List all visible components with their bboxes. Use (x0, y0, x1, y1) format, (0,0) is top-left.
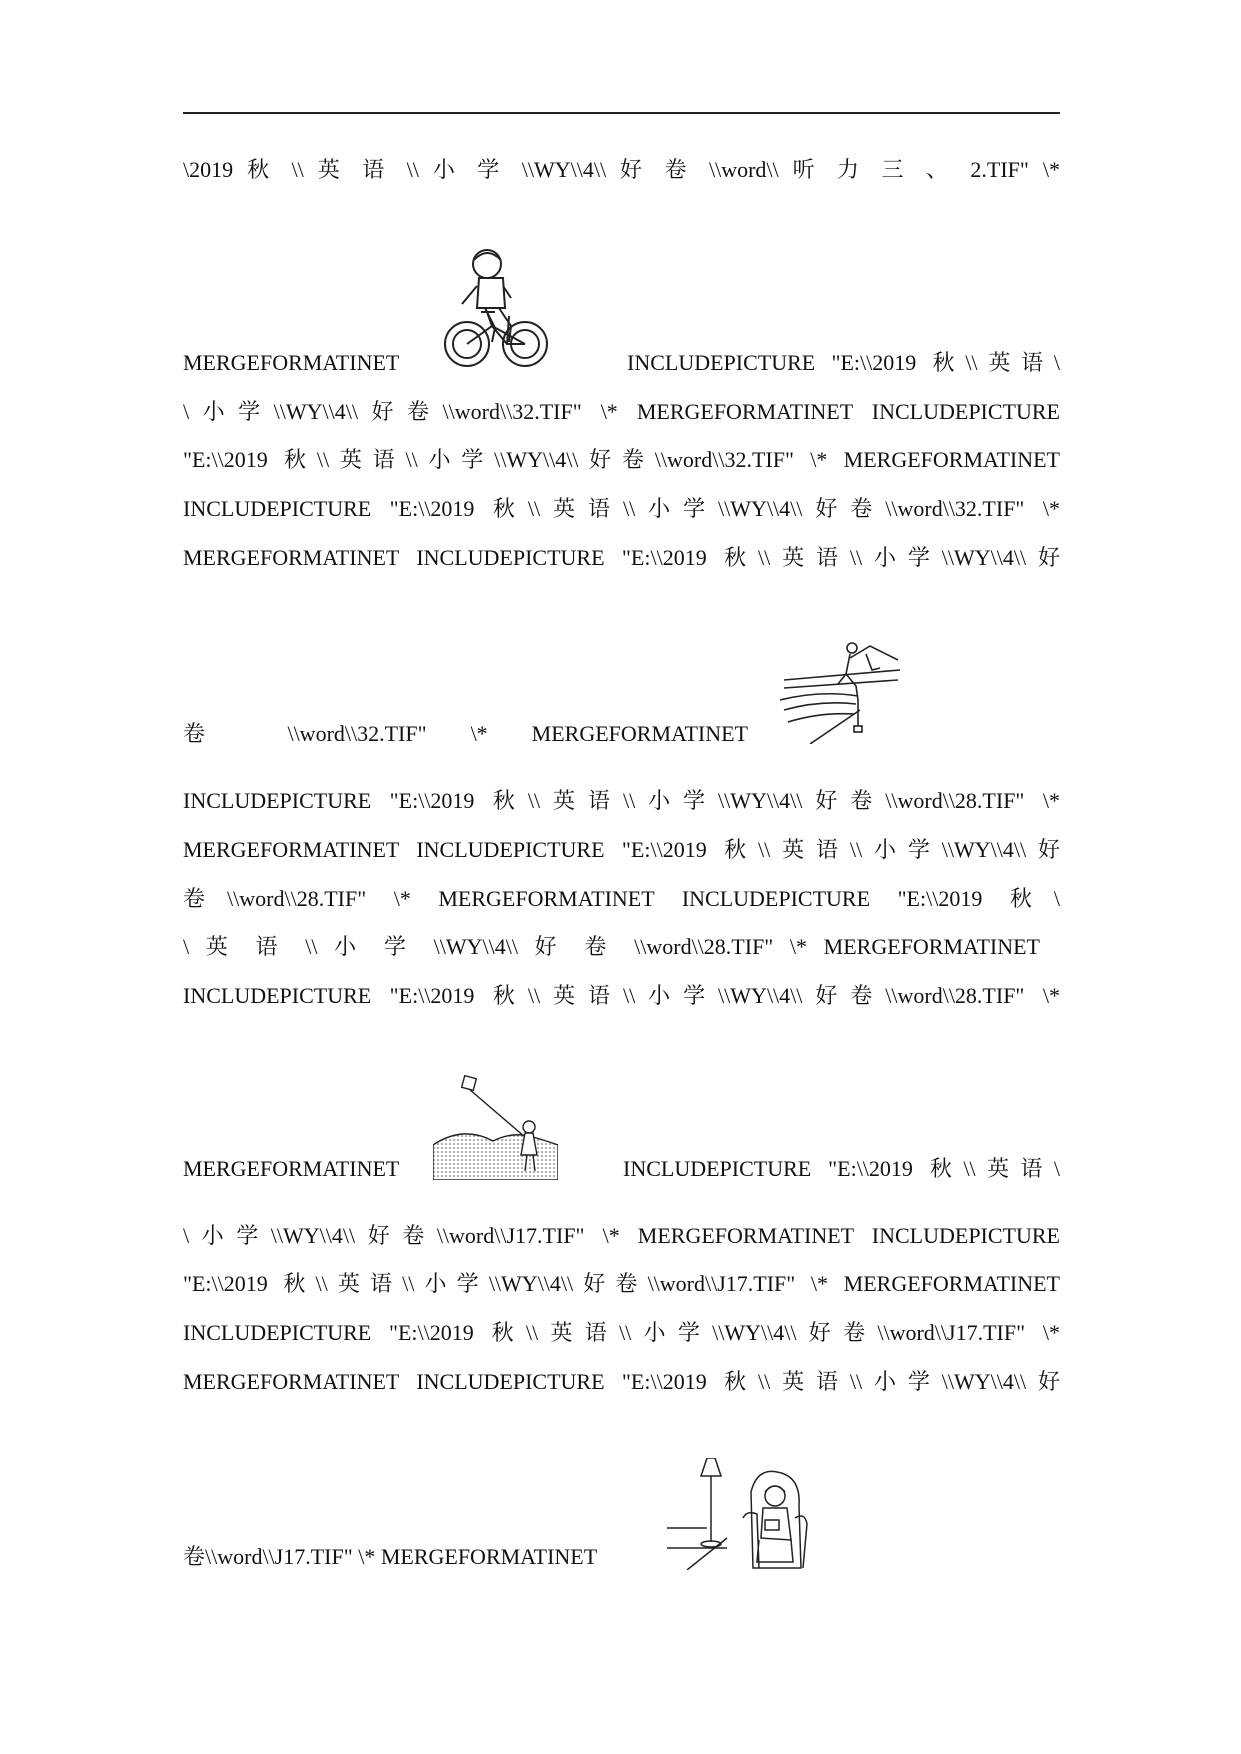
text-line: 卷\\word\\28.TIF" \* MERGEFORMATINET INCLUDEPICTURE "E:\\2019 秋\ (183, 886, 1060, 911)
text-line: MERGEFORMATINET INCLUDEPICTURE "E:\\2019 秋\\英语\\小学\\WY\\4\\好 (183, 545, 1060, 570)
boy-riding-bike-icon (437, 246, 557, 371)
text-line: 卷 \\word\\32.TIF" \* MERGEFORMATINET (183, 721, 748, 746)
text-line: INCLUDEPICTURE "E:\\2019 秋\\英语\\小学\\WY\\4\\好卷\\word\\J17.TIF" \* (183, 1320, 1060, 1345)
text-line: INCLUDEPICTURE "E:\\2019 秋\\英语\\小学\\WY\\4\\好卷\\word\\32.TIF" \* (183, 496, 1060, 521)
text-line: \小学\\WY\\4\\好卷\\word\\J17.TIF" \* MERGEFORMATINET INCLUDEPICTURE (183, 1223, 1060, 1248)
header-rule (183, 112, 1060, 114)
text-line: INCLUDEPICTURE "E:\\2019 秋\\英语\\小学\\WY\\4\\好卷\\word\\28.TIF" \* (183, 788, 1060, 813)
text-line: MERGEFORMATINET INCLUDEPICTURE "E:\\2019 秋\\英语\\小学\\WY\\4\\好 (183, 1369, 1060, 1394)
text-line: MERGEFORMATINET (183, 350, 400, 375)
text-line: \2019 秋 \\ 英 语 \\ 小 学 \\WY\\4\\ 好 卷 \\word\\ 听 力 三 、 2.TIF" \* (183, 157, 1060, 182)
text-line: MERGEFORMATINET (183, 1156, 400, 1181)
girl-flying-kite-icon (433, 1075, 558, 1180)
text-line: INCLUDEPICTURE "E:\\2019 秋\\英语\ (627, 350, 1060, 375)
text-line: "E:\\2019 秋\\英语\\小学\\WY\\4\\好卷\\word\\J17.TIF" \* MERGEFORMATINET (183, 1271, 1060, 1296)
text-line: "E:\\2019 秋\\英语\\小学\\WY\\4\\好卷\\word\\32.TIF" \* MERGEFORMATINET (183, 447, 1060, 472)
text-line: INCLUDEPICTURE "E:\\2019 秋\\英语\ (623, 1156, 1060, 1181)
text-line: \小学\\WY\\4\\好卷\\word\\32.TIF" \* MERGEFORMATINET INCLUDEPICTURE (183, 399, 1060, 424)
man-fishing-icon (780, 640, 905, 744)
text-line: 卷\\word\\J17.TIF" \* MERGEFORMATINET (183, 1544, 598, 1569)
girl-reading-in-armchair-icon (667, 1458, 827, 1570)
text-line: INCLUDEPICTURE "E:\\2019 秋\\英语\\小学\\WY\\4\\好卷\\word\\28.TIF" \* (183, 983, 1060, 1008)
text-line: \ 英 语 \\ 小 学 \\WY\\4\\ 好 卷 \\word\\28.TIF" \* MERGEFORMATINET (183, 934, 1040, 959)
text-line: MERGEFORMATINET INCLUDEPICTURE "E:\\2019 秋\\英语\\小学\\WY\\4\\好 (183, 837, 1060, 862)
